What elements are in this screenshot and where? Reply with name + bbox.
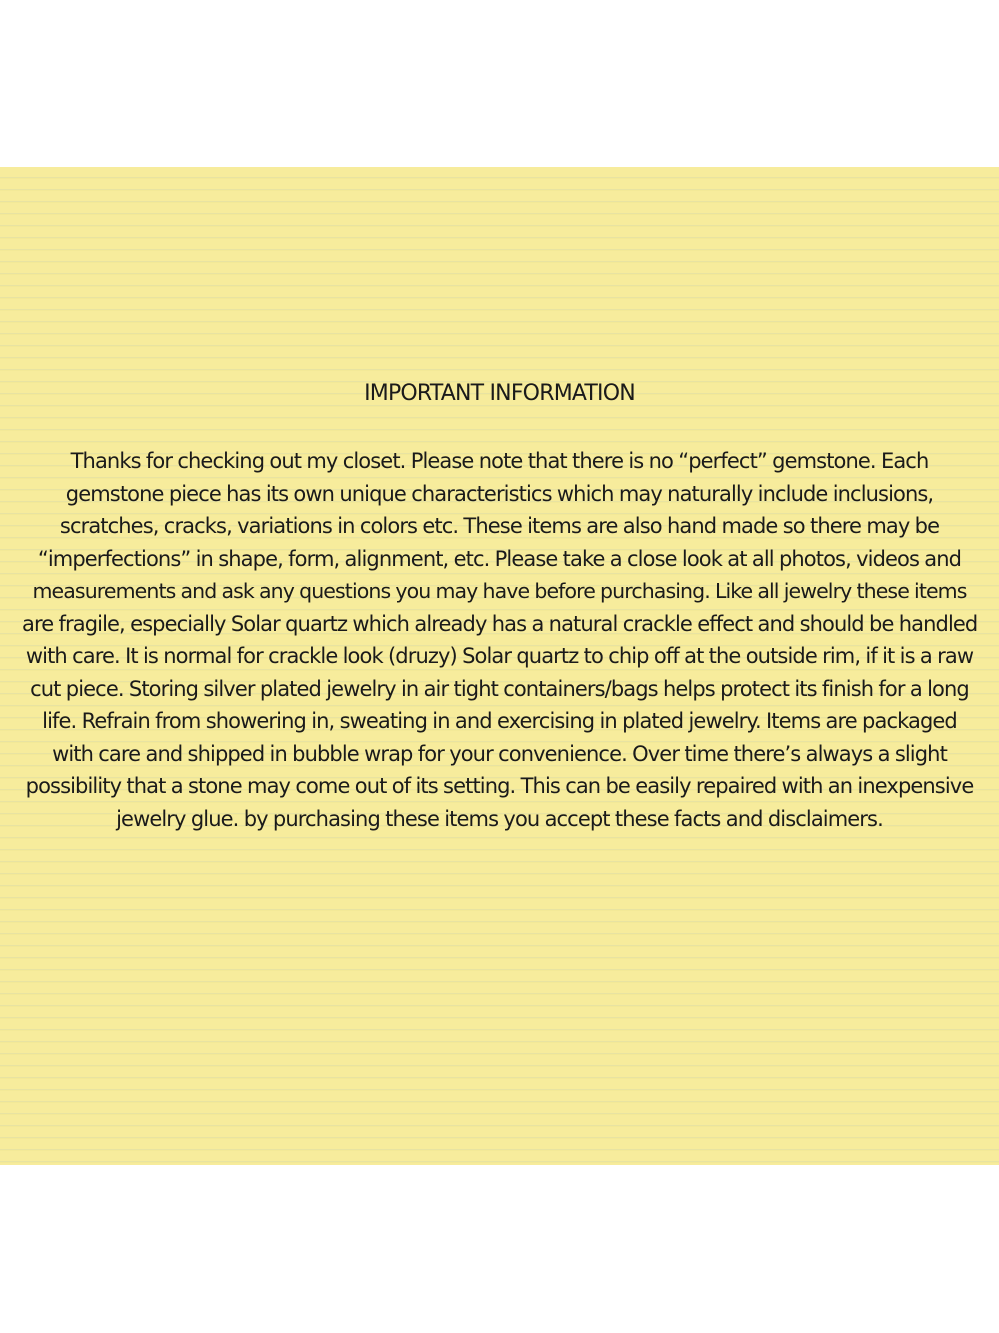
notice-line: are fragile, especially Solar quartz which already has a natural crackle effect and should be handled xyxy=(22,611,978,636)
notice-line: scratches, cracks, variations in colors etc. These items are also hand made so there may be xyxy=(59,514,940,538)
notice-line: life. Refrain from showering in, sweating in and exercising in plated jewelry. Items are packaged xyxy=(42,709,957,733)
notice-line: measurements and ask any questions you may have before purchasing. Like all jewelry these items xyxy=(32,579,967,603)
notice-line: “imperfections” in shape, form, alignment, etc. Please take a close look at all photos, videos and xyxy=(37,546,962,571)
notice-line: jewelry glue. by purchasing these items you accept these facts and disclaimers. xyxy=(116,806,883,831)
notice-title: IMPORTANT INFORMATION xyxy=(364,381,635,406)
notice-line: with care and shipped in bubble wrap for your convenience. Over time there’s always a slight xyxy=(52,741,947,766)
notice-line: Thanks for checking out my closet. Please note that there is no “perfect” gemstone. Each xyxy=(70,449,929,473)
notice-line: possibility that a stone may come out of its setting. This can be easily repaired with an inexpensive xyxy=(25,774,974,798)
notice-line: gemstone piece has its own unique characteristics which may naturally include inclusions, xyxy=(65,481,934,506)
notice-line: with care. It is normal for crackle look (druzy) Solar quartz to chip off at the outside rim, if it is a raw xyxy=(25,644,974,668)
notice-body xyxy=(22,445,977,835)
notice-line: cut piece. Storing silver plated jewelry in air tight containers/bags helps protect its finish for a long xyxy=(30,676,969,701)
